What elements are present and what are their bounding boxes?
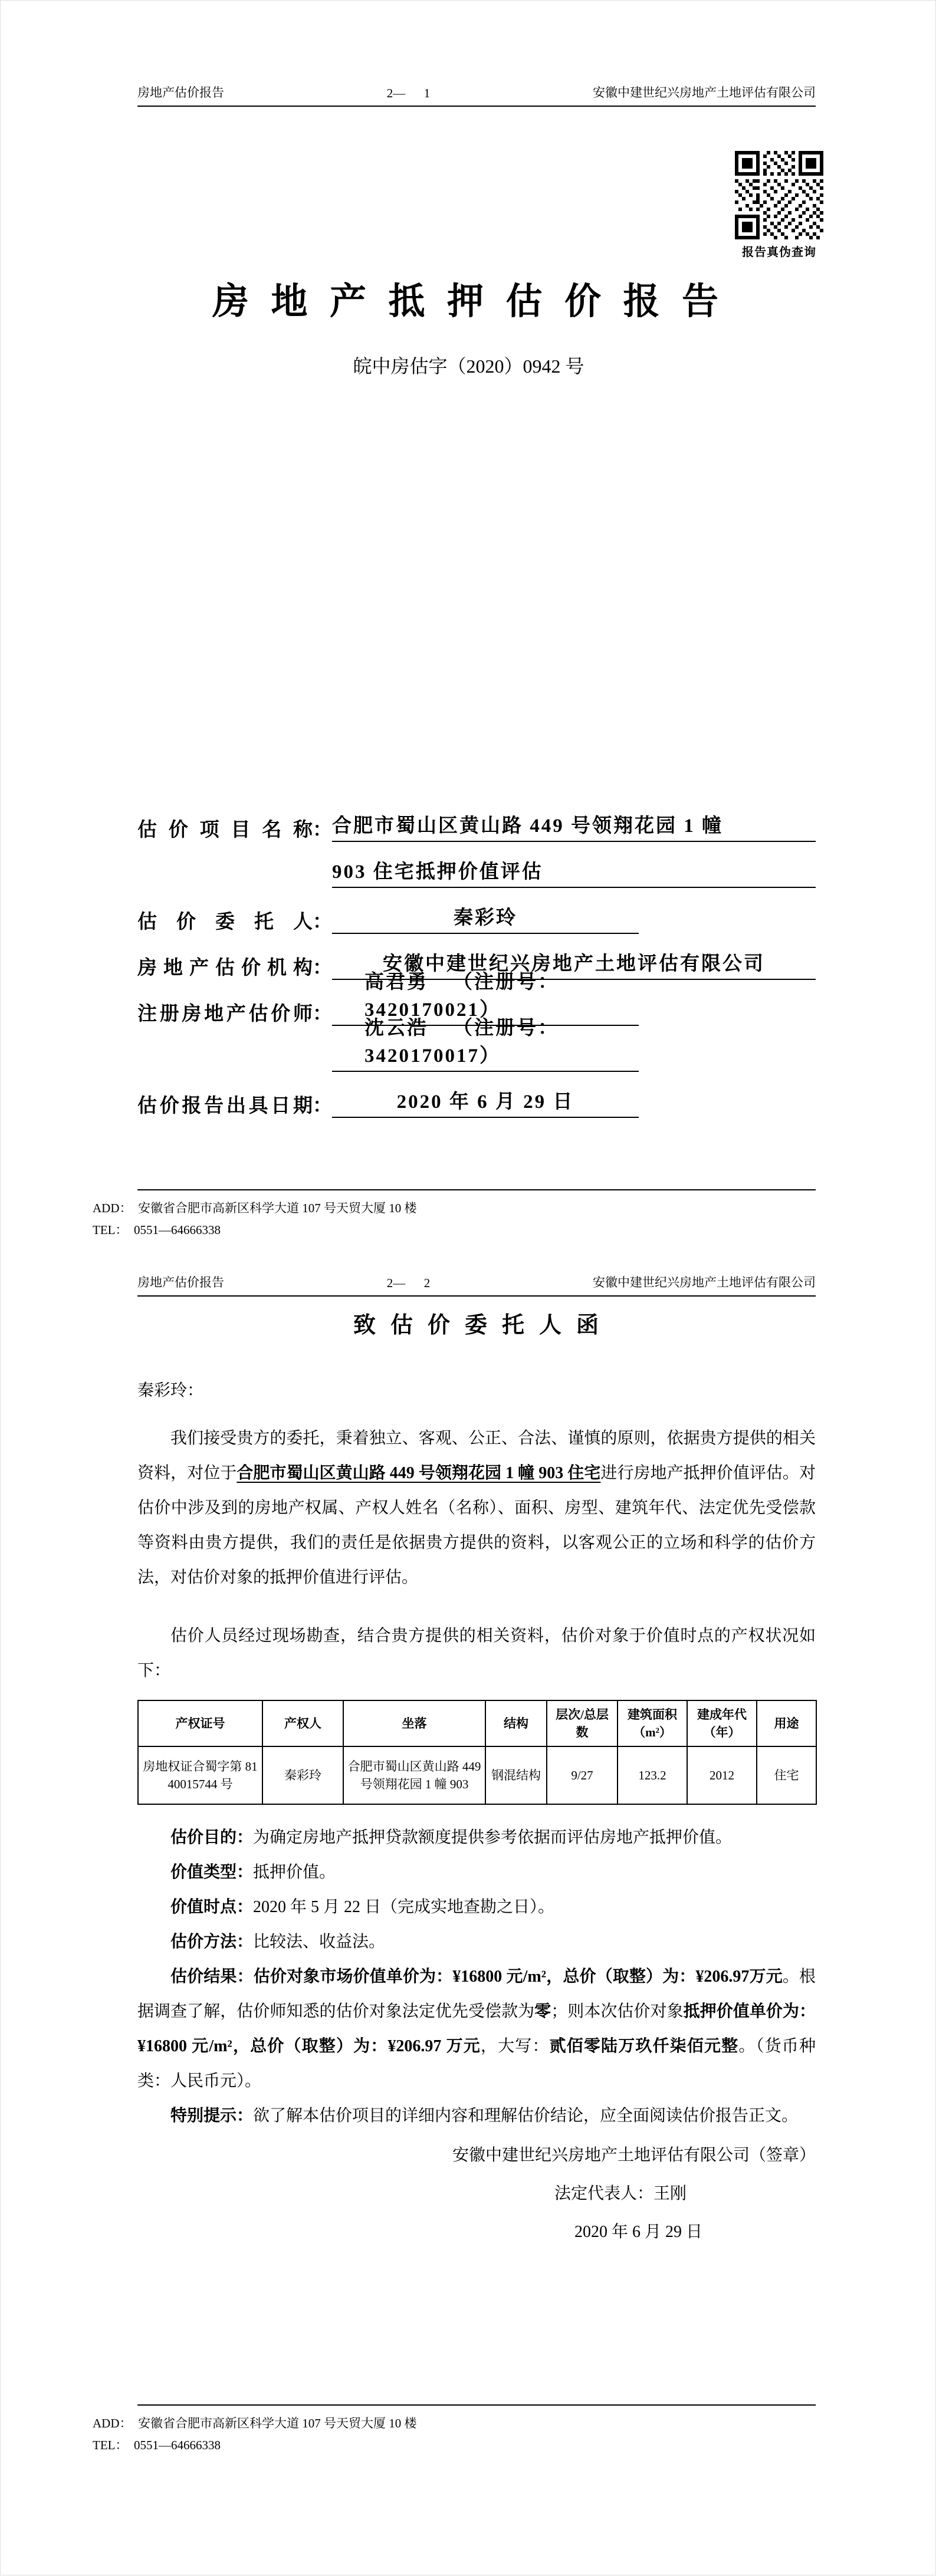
footer-telephone: TEL： 0551—64666338 xyxy=(93,1222,221,1237)
page-header xyxy=(137,83,816,107)
footer-divider xyxy=(137,2404,816,2406)
letter-to-client-page xyxy=(1,1256,936,2576)
qr-caption: 报告真伪查询 xyxy=(742,246,816,259)
header-company-name: 安徽中建世纪兴房地产土地评估有限公司 xyxy=(593,1275,816,1289)
market-value-text: 估价对象市场价值单价为：¥16800 元/m²，总价（取整）为：¥206.97万元 xyxy=(253,1967,783,1986)
table-row xyxy=(138,1746,816,1804)
letter-body xyxy=(137,1312,816,2251)
cell-year-built: 2012 xyxy=(687,1746,757,1804)
field-agency: 房地产估价机构 ： 安徽中建世纪兴房地产土地评估有限公司 xyxy=(137,934,816,980)
footer-telephone: TEL： 0551—64666338 xyxy=(93,2437,221,2452)
footer-address: ADD： 安徽省合肥市高新区科学大道 107 号天贸大厦 10 楼 xyxy=(93,2416,417,2430)
field-client: 估 价 委 托 人 ： 秦彩玲 xyxy=(137,888,816,934)
col-year-built: 建成年代（年） xyxy=(687,1700,757,1746)
footer-address: ADD： 安徽省合肥市高新区科学大道 107 号天贸大厦 10 楼 xyxy=(93,1201,417,1215)
item-value-date: 价值时点：2020 年 5 月 22 日（完成实地查勘之日）。 xyxy=(170,1897,555,1916)
col-area: 建筑面积（m²） xyxy=(618,1700,687,1746)
field-value: 秦彩玲 xyxy=(332,902,639,934)
page-footer xyxy=(93,2404,816,2456)
subject-property-text: 合肥市蜀山区黄山路 449 号领翔花园 1 幢 903 住宅 xyxy=(237,1463,601,1482)
field-value: 903 住宅抵押价值评估 xyxy=(332,856,816,888)
field-value: 沈云浩 （注册号：3420170017） xyxy=(332,1012,639,1072)
cell-structure: 钢混结构 xyxy=(485,1746,547,1804)
cell-owner: 秦彩玲 xyxy=(262,1746,343,1804)
qr-block xyxy=(735,151,823,259)
header-doc-type: 房地产估价报告 xyxy=(137,1275,224,1289)
property-rights-table xyxy=(137,1700,817,1805)
cell-usage: 住宅 xyxy=(757,1746,816,1804)
field-appraiser-2 xyxy=(137,1018,816,1072)
col-usage: 用途 xyxy=(757,1700,816,1746)
letter-title: 致 估 价 委 托 人 函 xyxy=(353,1313,600,1338)
registration-number: （注册号：3420170021） xyxy=(364,972,559,1021)
cell-certificate-no: 房地权证合蜀字第 8140015744 号 xyxy=(138,1746,262,1804)
field-appraiser-1: 注册房地产估价师 ： 高君勇 （注册号：3420170021） xyxy=(137,980,816,1026)
header-page-number: 2— 2 xyxy=(386,1276,431,1290)
signature-company: 安徽中建世纪兴房地产土地评估有限公司（签章） xyxy=(452,2146,816,2164)
field-project-name-line2 xyxy=(137,842,816,888)
report-title: 房 地 产 抵 押 估 价 报 告 xyxy=(212,282,725,322)
survey-paragraph: 估价人员经过现场勘查，结合贵方提供的相关资料，估价对象于价值时点的产权状况如下： xyxy=(137,1626,816,1680)
field-label: 估 价 项 目 名 称 xyxy=(137,820,313,841)
col-floor: 层次/总层数 xyxy=(547,1700,618,1746)
amount-in-words: 贰佰零陆万玖仟柒佰元整 xyxy=(549,2037,739,2055)
signature-date: 2020 年 6 月 29 日 xyxy=(574,2222,702,2241)
col-location: 坐落 xyxy=(343,1700,485,1746)
signature-block xyxy=(137,2136,816,2251)
field-value: 高君勇 （注册号：3420170021） xyxy=(332,966,639,1026)
header-page-number: 2— 1 xyxy=(386,86,431,100)
commission-paragraph: 我们接受贵方的委托，秉着独立、客观、公正、合法、谨慎的原则，依据贵方提供的相关资料，对位于合肥市蜀山区黄山路 449 号领翔花园 1 幢 903 住宅进行房地产抵押价值评估。对估价中涉及到的房地产权属、产权人姓名（名称）、面积、房型、建筑年代、法定优先受偿款等资料由贵方提供，我们的责任是依据贵方提供的资料，以客观公正的立场和科学的估价方法，对估价对象的抵押价值进行评估。 xyxy=(137,1429,816,1587)
col-owner: 产权人 xyxy=(262,1700,343,1746)
cell-area: 123.2 xyxy=(618,1746,687,1804)
mortgage-value-text: 抵押价值单价为：¥16800 元/m²，总价（取整）为：¥206.97 万元 xyxy=(137,2002,816,2055)
item-value-type: 价值类型：抵押价值。 xyxy=(170,1863,336,1881)
salutation: 秦彩玲： xyxy=(137,1381,204,1400)
special-note-paragraph: 特别提示：欲了解本估价项目的详细内容和理解估价结论，应全面阅读估价报告正文。 xyxy=(170,2106,799,2125)
field-label: 注册房地产估价师 xyxy=(137,1004,313,1025)
valuation-items xyxy=(137,1820,816,1959)
field-issue-date: 估价报告出具日期 ： 2020 年 6 月 29 日 xyxy=(137,1072,816,1118)
item-method: 估价方法：比较法、收益法。 xyxy=(170,1932,386,1951)
header-company-name: 安徽中建世纪兴房地产土地评估有限公司 xyxy=(593,85,816,100)
field-value: 2020 年 6 月 29 日 xyxy=(332,1086,639,1118)
report-number: 皖中房估字（2020）0942 号 xyxy=(353,356,584,377)
page-header xyxy=(137,1273,816,1297)
cover-form xyxy=(137,796,816,1118)
result-paragraph: 估价结果：估价对象市场价值单价为：¥16800 元/m²，总价（取整）为：¥206.97万元。根据调查了解，估价师知悉的估价对象法定优先受偿款为零；则本次估价对象抵押价值单价为：¥16800 元/m²，总价（取整）为：¥206.97 万元，大写：贰佰零陆万玖仟柒佰元整。（货币种类：人民币元）。 xyxy=(137,1967,816,2090)
field-value: 安徽中建世纪兴房地产土地评估有限公司 xyxy=(332,948,816,980)
field-label: 估 价 委 托 人 xyxy=(137,912,313,933)
qr-code-icon xyxy=(735,151,823,239)
field-label: 房地产估价机构 xyxy=(137,958,313,979)
page-footer xyxy=(93,1189,816,1241)
signature-legal-representative: 法定代表人：王刚 xyxy=(554,2184,687,2203)
cell-location: 合肥市蜀山区黄山路 449 号领翔花园 1 幢 903 xyxy=(343,1746,485,1804)
field-label: 估价报告出具日期 xyxy=(137,1095,313,1117)
registration-number: （注册号：3420170017） xyxy=(364,1018,559,1067)
footer-divider xyxy=(137,1189,816,1190)
table-header-row xyxy=(138,1700,816,1746)
col-structure: 结构 xyxy=(485,1700,547,1746)
field-value: 合肥市蜀山区黄山路 449 号领翔花园 1 幢 xyxy=(332,810,816,842)
item-purpose: 估价目的：为确定房地产抵押贷款额度提供参考依据而评估房地产抵押价值。 xyxy=(170,1828,733,1847)
header-doc-type: 房地产估价报告 xyxy=(137,85,224,100)
col-certificate-no: 产权证号 xyxy=(138,1700,262,1746)
field-project-name: 估 价 项 目 名 称 ： 合肥市蜀山区黄山路 449 号领翔花园 1 幢 xyxy=(137,796,816,842)
cell-floor: 9/27 xyxy=(547,1746,618,1804)
report-cover-page xyxy=(1,1,936,1256)
